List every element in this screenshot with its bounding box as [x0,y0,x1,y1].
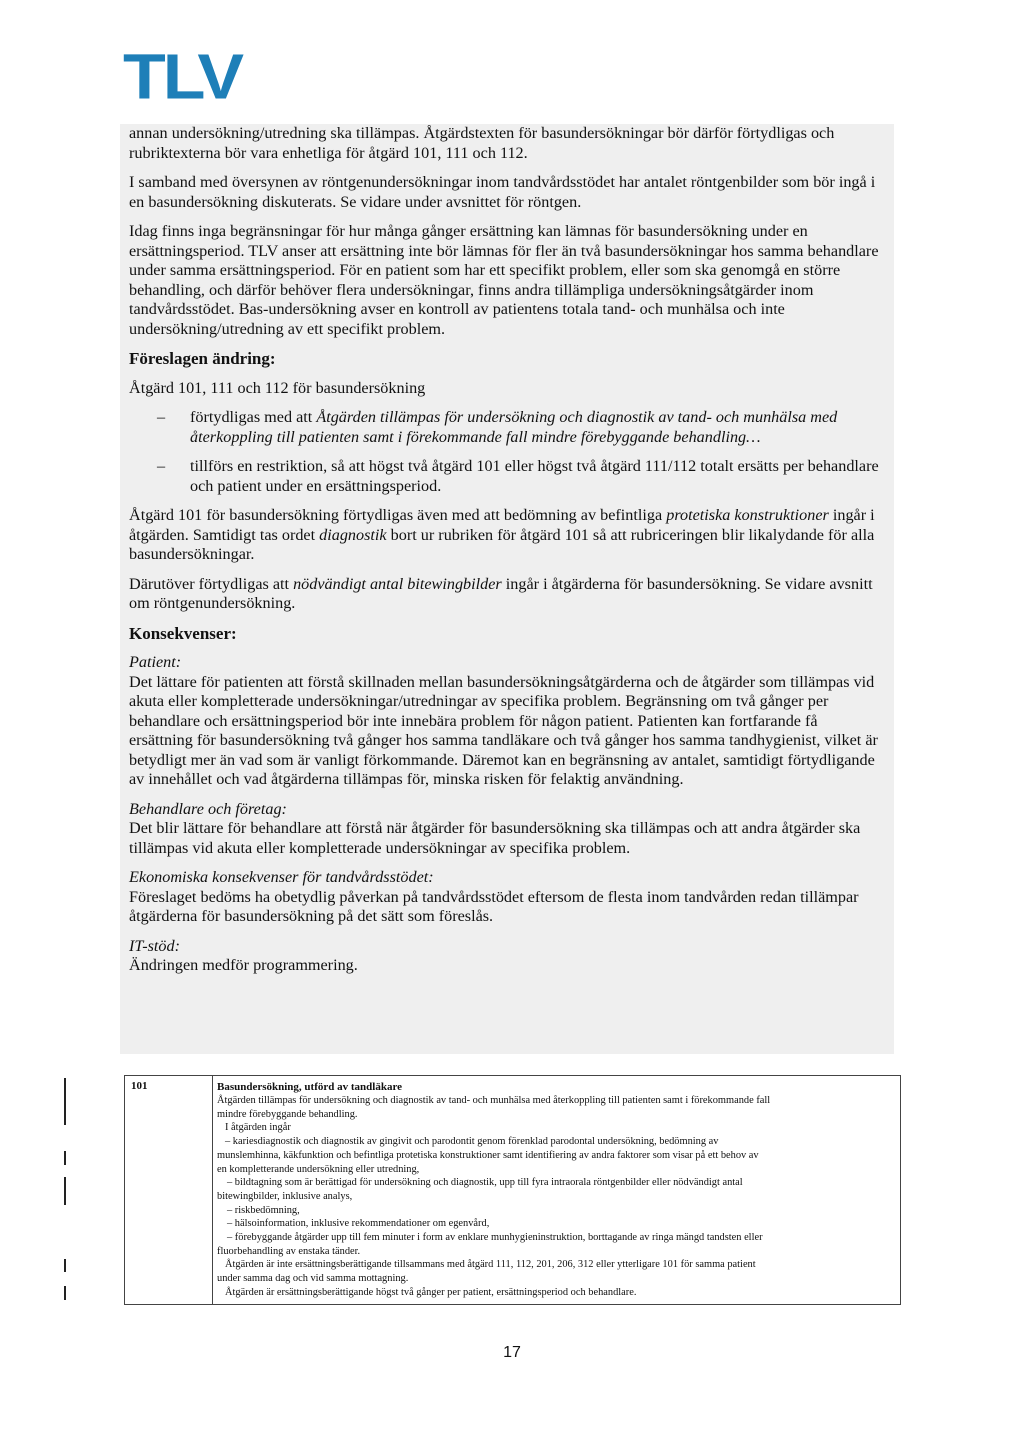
consequence-provider: Behandlare och företag: Det blir lättare för behandlare att förstå när åtgärder för basundersökning ska tillämpas och att andra åtgärder ska tillämpas vid akuta eller kompletterade undersökningar av specifika problem. [129,800,885,859]
proposal-section [120,124,894,1054]
dash-bullet: – [157,457,166,475]
consequence-economic: Ekonomiska konsekvenser för tandvårdsstödet: Föreslaget bedöms ha obetydlig påverkan på tandvårdsstödet eftersom de flesta inom tandvården redan tillämpar åtgärderna för basundersökning på det sätt som föreslås. [129,868,885,927]
desc-line: under samma dag och vid samma mottagning. [217,1273,409,1285]
margin-change-bar [64,1151,66,1165]
desc-line: – hälsoinformation, inklusive rekommendationer om egenvård, [227,1218,490,1230]
measure-description [213,1076,900,1304]
desc-line: I åtgärden ingår [225,1122,291,1134]
paragraph-prosthetics: Åtgärd 101 för basundersökning förtydligas även med att bedömning av befintliga protetiska konstruktioner ingår i åtgärden. Samtidigt tas ordet diagnostik bort ur rubriken för åtgärd 101 så att rubriceringen blir likalydande för alla basundersökningar. [129,506,875,563]
desc-line: – förebyggande åtgärder upp till fem minuter i form av enklare munhygieninstruktion, borttagande av ringa mängd tandsten eller [227,1232,763,1244]
paragraph-intro: annan undersökning/utredning ska tillämpas. Åtgärdstexten för basundersökningar bör därför förtydligas och rubriktexterna bör vara enhetliga för åtgärd 101, 111 och 112. [129,124,835,162]
dash-bullet: – [157,408,166,426]
sublabel-patient: Patient: [129,653,182,671]
list-item: – förtydligas med att Åtgärden tillämpas för undersökning och diagnostik av tand- och munhälsa med återkoppling till patienten samt i förekommande fall mindre förebyggande behandling… [157,408,838,446]
measure-title: Basundersökning, utförd av tandläkare [217,1081,403,1093]
heading-consequences: Konsekvenser: [129,623,237,643]
paragraph-bitewing: Därutöver förtydligas att nödvändigt antal bitewingbilder ingår i åtgärderna för basundersökning. Se vidare avsnitt om röntgenundersökning. [129,574,873,612]
sublabel-provider: Behandlare och företag: [129,799,287,818]
tlv-logo: TLV [123,40,242,113]
desc-line: en kompletterande undersökning eller utredning, [217,1163,420,1175]
measure-code: 101 [125,1076,213,1304]
paragraph-limits: Idag finns inga begränsningar för hur många gånger ersättning kan lämnas för basundersökning under en ersättningsperiod. TLV anser att ersättning inte bör lämnas för fler än två basundersökningar hos samma behandlare under samma ersättningsperiod. För en patient som har ett specifikt problem, eller som ska genomgå en större behandling, och därför behöver flera undersökningar, finns andra tillämpliga undersökningsåtgärder inom tandvårdsstödet. Bas-undersökning avser en kontroll av patientens totala tand- och munhälsa och inte undersökning/utredning av ett specifikt problem. [129,222,879,338]
list-item: – tillförs en restriktion, så att högst två åtgärd 101 eller högst två åtgärd 111/112 totalt ersätts per behandlare och patient under en ersättningsperiod. [157,457,879,495]
consequence-patient: Patient: Det lättare för patienten att förstå skillnaden mellan basundersökningsåtgärderna och de åtgärder som tillämpas vid akuta eller kompletterade undersökningar/utredningar av specifika problem. Begränsning om två gånger per behandlare och ersättningsperiod bör inte innebära problem för någon patient. Patienten kan fortfarande få ersättning för basundersökning två gånger hos samma tandläkare och två gånger hos samma tandhygienist, vilket är betydligt mer än vad som är vanligt förkommande. Däremot kan en begränsning av antalet, samtidigt förtydligande av innehållet och vad åtgärderna tillämpas för, minska risken för felaktig användning. [129,653,885,790]
margin-change-bar [64,1286,66,1300]
margin-change-bar [64,1259,66,1272]
margin-change-bar [64,1177,66,1205]
measure-code-table [124,1075,901,1305]
sublabel-it: IT-stöd: [129,936,180,955]
heading-proposed-change: Föreslagen ändring: [129,349,276,368]
desc-line: Åtgärden är inte ersättningsberättigande tillsammans med åtgärd 111, 112, 201, 206, 312 eller ytterligare 101 för samma patient [225,1259,756,1271]
sublabel-economic: Ekonomiska konsekvenser för tandvårdsstödet: [129,868,434,886]
desc-line: fluorbehandling av enstaka tänder. [217,1245,361,1257]
page-number: 17 [503,1344,521,1361]
margin-change-bar [64,1078,66,1125]
desc-line: – riskbedömning, [227,1204,300,1216]
desc-line: bitewingbilder, inklusive analys, [217,1190,353,1202]
desc-line: – bildtagning som är berättigad för undersökning och diagnostik, upp till fyra intraorala röntgenbilder eller nödvändigt antal [227,1177,743,1189]
desc-line: Åtgärden tillämpas för undersökning och diagnostik av tand- och munhälsa med återkoppling till patienten samt i förekommande fall [217,1095,771,1106]
desc-line: – kariesdiagnostik och diagnostik av gingivit och parodontit genom förenklad parodontal undersökning, bedömning av [225,1136,719,1148]
consequence-it: IT-stöd: Ändringen medför programmering. [129,937,885,976]
desc-line: mindre förebyggande behandling. [217,1108,358,1120]
change-list [129,408,885,496]
desc-line: Åtgärden är ersättningsberättigande högst två gånger per patient, ersättningsperiod och behandlare. [225,1286,637,1298]
paragraph-xray: I samband med översynen av röntgenundersökningar inom tandvårdsstödet har antalet röntgenbilder som bör ingå i en basundersökning diskuterats. Se vidare under avsnittet för röntgen. [129,173,876,211]
paragraph-measures: Åtgärd 101, 111 och 112 för basundersökning [129,378,426,397]
desc-line: munslemhinna, käkfunktion och befintliga protetiska konstruktioner samt identifiering av andra faktorer som visar på ett behov av [217,1149,759,1161]
